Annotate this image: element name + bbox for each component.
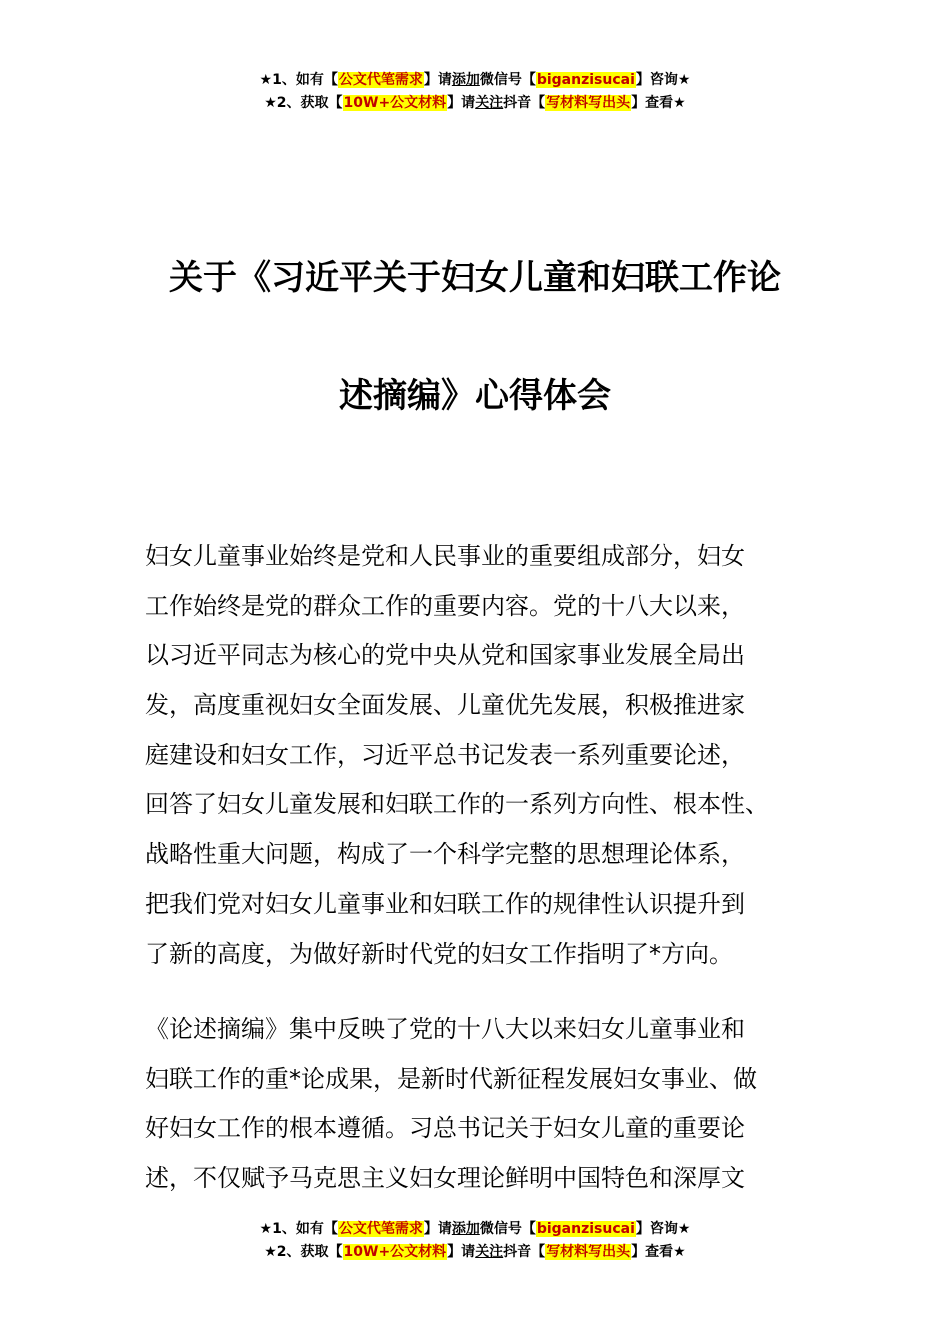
banner-text: 】请 xyxy=(447,95,476,111)
banner-underlined: 关注 xyxy=(475,95,504,111)
banner-highlight: biganzisucai xyxy=(536,72,635,88)
paragraph-line: 以习近平同志为核心的党中央从党和国家事业发展全局出 xyxy=(145,641,745,670)
banner-text: 】请 xyxy=(423,72,452,88)
banner-text: 】查看★ xyxy=(631,95,686,111)
banner-text: ★2、获取【 xyxy=(264,95,343,111)
banner-highlight: 10W+公文材料 xyxy=(343,95,447,111)
banner-text: 微信号【 xyxy=(479,1221,536,1237)
banner-highlight: 写材料写出头 xyxy=(546,95,631,111)
paragraph-line: 《论述摘编》集中反映了党的十八大以来妇女儿童事业和 xyxy=(145,1015,745,1043)
paragraph-line: 工作始终是党的群众工作的重要内容。党的十八大以来， xyxy=(145,591,745,620)
paragraph-line: 战略性重大问题，构成了一个科学完整的思想理论体系， xyxy=(145,840,745,869)
document-title-line-2: 述摘编》心得体会 xyxy=(339,376,611,416)
banner-highlight: 公文代笔需求 xyxy=(338,1221,423,1237)
paragraph-1 xyxy=(145,532,805,979)
banner-line-2 xyxy=(0,1241,950,1264)
banner-text: ★1、如有【 xyxy=(259,1221,338,1237)
banner-underlined: 添加 xyxy=(451,1221,480,1237)
banner-text: 】咨询★ xyxy=(635,72,691,88)
banner-underlined: 添加 xyxy=(451,72,480,88)
banner-line-2 xyxy=(0,92,950,115)
banner-text: 】请 xyxy=(447,1244,476,1260)
banner-text: 】请 xyxy=(423,1221,452,1237)
paragraph-line: 庭建设和妇女工作，习近平总书记发表一系列重要论述， xyxy=(145,740,745,769)
paragraph-line: 好妇女工作的根本遵循。习总书记关于妇女儿童的重要论 xyxy=(145,1114,745,1143)
banner-highlight: 公文代笔需求 xyxy=(338,72,423,88)
banner-text: 微信号【 xyxy=(479,72,536,88)
paragraph-line: 述，不仅赋予马克思主义妇女理论鲜明中国特色和深厚文 xyxy=(145,1164,745,1193)
banner-text: ★1、如有【 xyxy=(259,72,338,88)
paragraph-2 xyxy=(145,1005,805,1204)
banner-highlight: biganzisucai xyxy=(536,1221,635,1237)
document-title-line-1: 关于《习近平关于妇女儿童和妇联工作论 xyxy=(169,258,781,298)
paragraph-line: 妇联工作的重*论成果，是新时代新征程发展妇女事业、做 xyxy=(145,1064,757,1093)
banner-text: 】查看★ xyxy=(631,1244,686,1260)
paragraph-line: 妇女儿童事业始终是党和人民事业的重要组成部分，妇女 xyxy=(145,542,745,570)
banner-line-1 xyxy=(0,69,950,92)
banner-underlined: 关注 xyxy=(475,1244,504,1260)
paragraph-line: 把我们党对妇女儿童事业和妇联工作的规律性认识提升到 xyxy=(145,889,745,918)
banner-text: ★2、获取【 xyxy=(264,1244,343,1260)
banner-text: 】咨询★ xyxy=(635,1221,691,1237)
paragraph-line: 了新的高度，为做好新时代党的妇女工作指明了*方向。 xyxy=(145,939,733,968)
banner-line-1 xyxy=(0,1218,950,1241)
banner-highlight: 写材料写出头 xyxy=(546,1244,631,1260)
top-banner xyxy=(0,69,950,115)
banner-text: 抖音【 xyxy=(503,95,546,111)
paragraph-line: 发，高度重视妇女全面发展、儿童优先发展，积极推进家 xyxy=(145,691,745,720)
banner-highlight: 10W+公文材料 xyxy=(343,1244,447,1260)
bottom-banner xyxy=(0,1218,950,1264)
banner-text: 抖音【 xyxy=(503,1244,546,1260)
paragraph-line: 回答了妇女儿童发展和妇联工作的一系列方向性、根本性、 xyxy=(145,790,769,819)
